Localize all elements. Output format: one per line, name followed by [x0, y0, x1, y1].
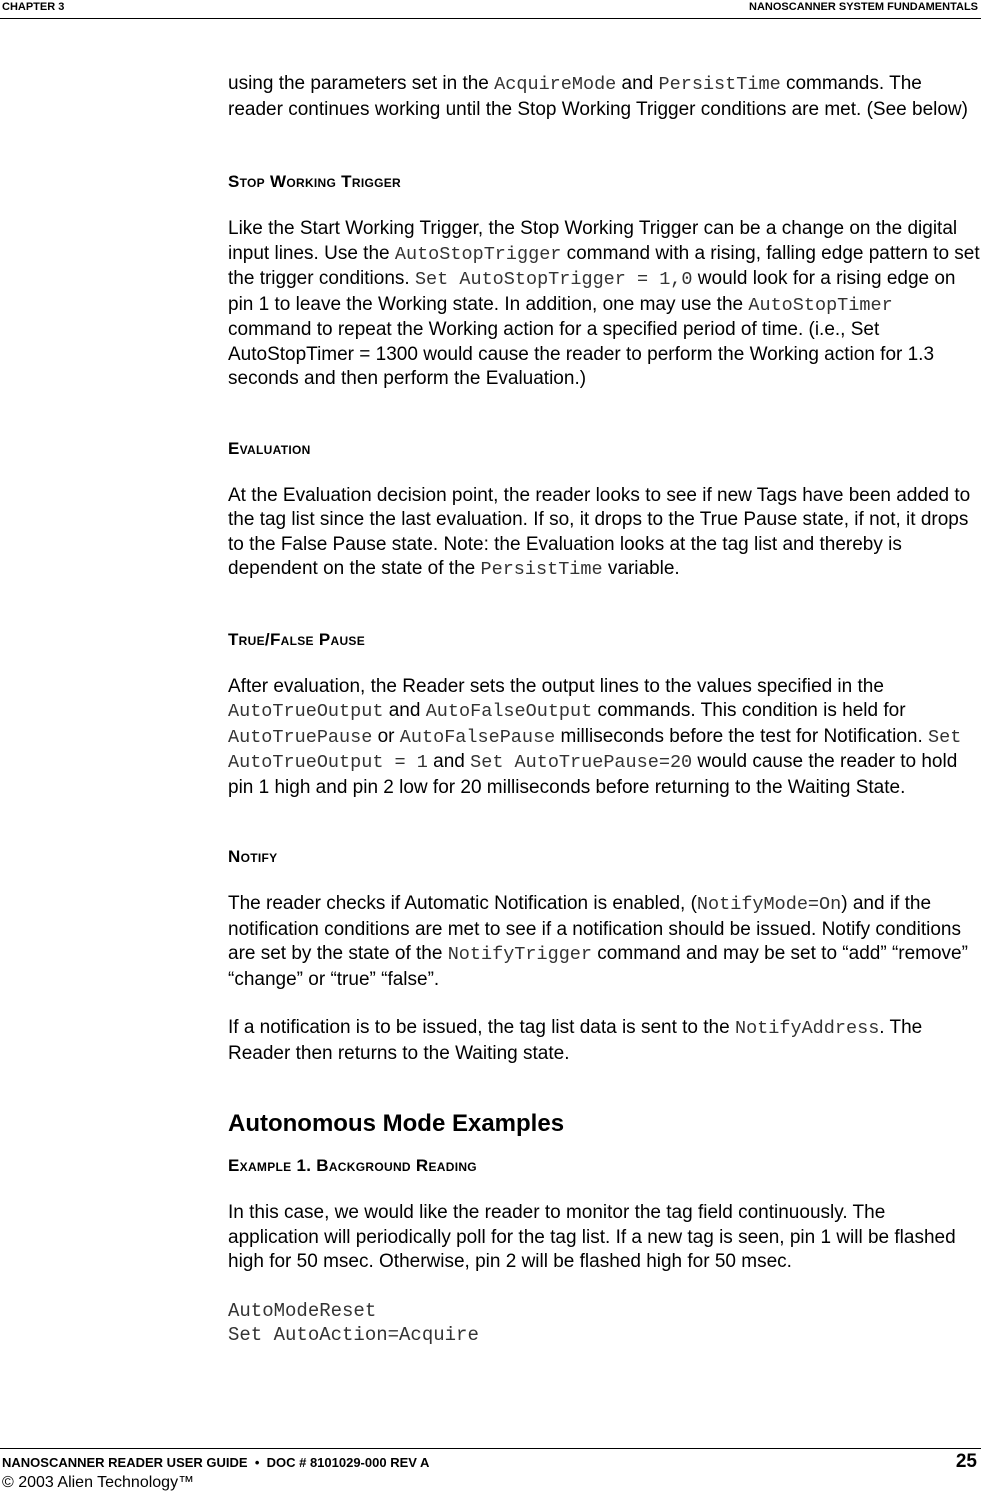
text: variable.: [602, 558, 680, 579]
text: milliseconds before the test for Notification.: [555, 725, 929, 747]
text: or: [372, 725, 400, 747]
text: commands. The reader continues working until the Stop Working Trigger conditions are met. (See below): [228, 73, 968, 120]
code-autostoptrigger: AutoStopTrigger: [394, 243, 562, 265]
code-persisttime: PersistTime: [480, 559, 603, 580]
code-set-autotruepause: Set AutoTruePause=20: [470, 752, 693, 773]
text: commands. This condition is held for: [592, 700, 906, 721]
text: command and may be set to “add” “remove” “change” or “true” “false”.: [228, 943, 968, 990]
intro-paragraph: [228, 72, 980, 122]
text: command with a rising, falling edge pattern to set the trigger conditions.: [228, 242, 980, 289]
pause-heading: True/False Pause: [228, 629, 366, 649]
text: Like the Start Working Trigger, the Stop Working Trigger can be a change on the digital input lines. Use the: [228, 218, 958, 264]
example-1-heading: Example 1. Background Reading: [228, 1156, 477, 1175]
text: and: [427, 751, 471, 772]
bullet: •: [254, 1455, 260, 1470]
notify-paragraph-1: [228, 892, 980, 992]
text: would cause the reader to hold pin 1 high and pin 2 low for 20 milliseconds before returning to the Waiting State.: [228, 751, 958, 798]
pause-paragraph: [228, 675, 980, 801]
stop-trigger-heading: Stop Working Trigger: [228, 172, 402, 191]
footer-doc-info: [2, 1455, 429, 1470]
code-persisttime: PersistTime: [658, 74, 781, 95]
text: and: [383, 700, 426, 721]
stop-trigger-paragraph: [228, 217, 980, 392]
doc-number: DOC # 8101029-000 REV A: [266, 1455, 430, 1470]
section-title: NANOSCANNER SYSTEM FUNDAMENTALS: [749, 1, 978, 13]
code-notifytrigger: NotifyTrigger: [447, 944, 593, 965]
guide-title: NANOSCANNER READER USER GUIDE: [2, 1455, 248, 1470]
code-set-autostoptrigger: Set AutoStopTrigger = 1,0: [414, 269, 693, 290]
notify-heading: Notify: [228, 847, 278, 866]
examples-heading: Autonomous Mode Examples: [228, 1110, 565, 1137]
copyright: © 2003 Alien Technology™: [2, 1474, 195, 1491]
chapter-label: CHAPTER 3: [2, 1, 65, 13]
page-content: [228, 72, 980, 1348]
code-set-autotrueoutput: Set AutoTrueOutput = 1: [228, 726, 962, 773]
text: and: [616, 73, 659, 94]
text: After evaluation, the Reader sets the output lines to the values specified in the: [228, 675, 884, 697]
code-block: [228, 1299, 980, 1348]
evaluation-heading: Evaluation: [228, 438, 311, 458]
text: using the parameters set in the: [228, 73, 495, 94]
evaluation-paragraph: [228, 484, 980, 583]
code-notifymode: NotifyMode=On: [696, 894, 842, 915]
code-autostoptimer: AutoStopTimer: [748, 294, 893, 316]
text: The reader checks if Automatic Notification is enabled, (: [228, 893, 697, 914]
text: . The Reader then returns to the Waiting state.: [228, 1017, 923, 1064]
text: At the Evaluation decision point, the reader looks to see if new Tags have been added to the tag list since the last evaluation. If so, it drops to the True Pause state, if not, it drops to the False Pause state. Note: the Evaluation looks at the tag list and thereby is dependent on the state of the: [228, 484, 971, 579]
text: If a notification is to be issued, the tag list data is sent to the: [228, 1017, 735, 1038]
code-autofalseoutput: AutoFalseOutput: [425, 701, 593, 722]
notify-paragraph-2: [228, 1016, 980, 1066]
page-number: 25: [955, 1451, 977, 1472]
page-header: [0, 0, 981, 19]
code-acquiremode: AcquireMode: [494, 74, 617, 95]
text: would look for a rising edge on pin 1 to leave the Working state. In addition, one may use the: [228, 268, 956, 315]
code-line: AutoModeReset: [228, 1299, 377, 1322]
code-autotruepause: AutoTruePause: [228, 726, 373, 748]
text: command to repeat the Working action for a specified period of time. (i.e., Set AutoStopTimer = 1300 would cause the reader to perform the Working action for 1.3 seconds and then perform the Evaluation.): [228, 319, 935, 389]
footer-divider: [0, 1448, 981, 1449]
code-line: Set AutoAction=Acquire: [228, 1324, 479, 1346]
code-autofalsepause: AutoFalsePause: [399, 726, 556, 748]
text: ) and if the notification conditions are met to see if a notification should be issued. Notify conditions are set by the state of the: [228, 893, 961, 964]
example-1-paragraph: In this case, we would like the reader to monitor the tag field continuously. The application will periodically poll for the tag list. If a new tag is seen, pin 1 will be flashed high for 50 msec. Otherwise, pin 2 will be flashed high for 50 msec.: [228, 1202, 956, 1272]
code-autotrueoutput: AutoTrueOutput: [228, 701, 384, 722]
code-notifyaddress: NotifyAddress: [734, 1018, 880, 1039]
